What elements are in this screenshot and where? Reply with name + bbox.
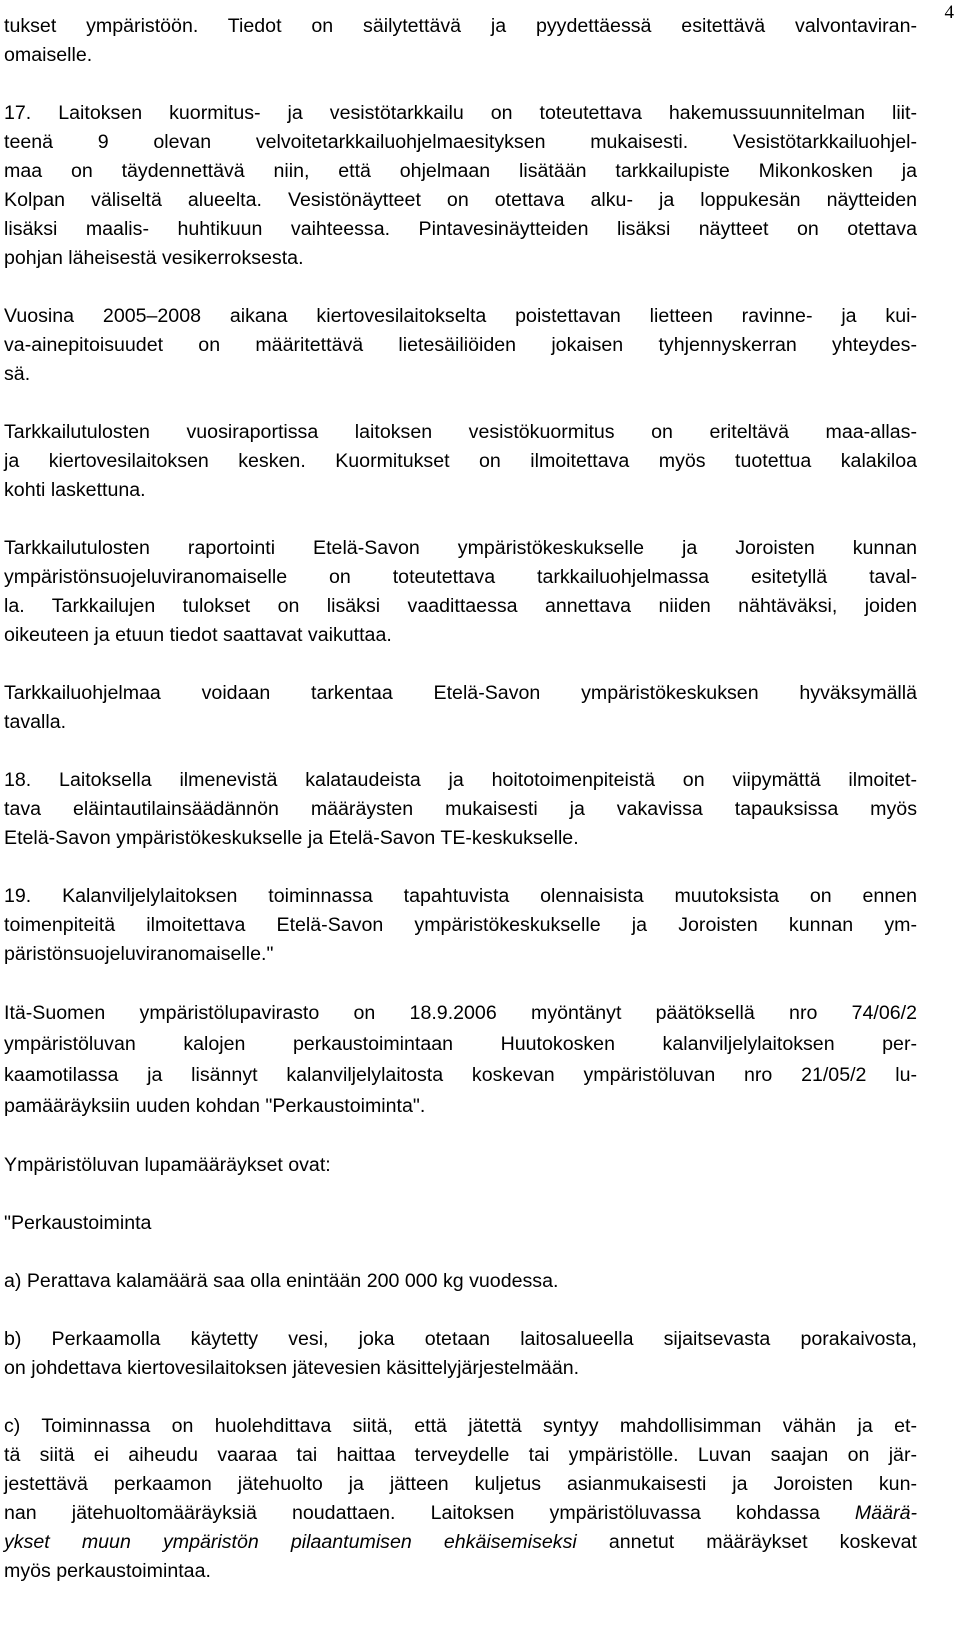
text-line: b) Perkaamolla käytetty vesi, joka otetaan laitosalueella sijaitsevasta porakaivosta, xyxy=(4,1328,917,1350)
text-line: 19. Kalanviljelylaitoksen toiminnassa tapahtuvista olennaisista muutoksista on ennen xyxy=(4,885,917,907)
paragraph-item-18 xyxy=(4,766,917,853)
paragraph-item-17 xyxy=(4,99,917,273)
text-line: tä siitä ei aiheudu vaaraa tai haittaa terveydelle tai ympäristölle. Luvan saajan on jär- xyxy=(4,1444,917,1466)
text-line: lisäksi maalis- huhtikuun vaihteessa. Pintavesinäytteiden lisäksi näytteet on otettava xyxy=(4,218,917,240)
page-number: 4 xyxy=(944,2,954,23)
text-line: ympäristönsuojeluviranomaiselle on toteutettava tarkkailuohjelmassa esitetyllä taval- xyxy=(4,566,917,588)
text-line: on johdettava kiertovesilaitoksen jätevesien käsittelyjärjestelmään. xyxy=(4,1357,580,1379)
paragraph-item-19 xyxy=(4,882,917,969)
text-line: Kolpan väliseltä alueelta. Vesistönäytteet on otettava alku- ja loppukesän näytteiden xyxy=(4,189,917,211)
text-line: Tarkkailutulosten vuosiraportissa laitoksen vesistökuormitus on eriteltävä maa-allas- xyxy=(4,421,917,443)
paragraph-decision xyxy=(4,998,917,1122)
text-line: Vuosina 2005–2008 aikana kiertovesilaitokselta poistettavan lietteen ravinne- ja kui- xyxy=(4,305,917,327)
text-line: tavalla. xyxy=(4,711,67,733)
text-line: c) Toiminnassa on huolehdittava siitä, että jätettä syntyy mahdollisimman vähän ja et- xyxy=(4,1415,917,1437)
text-line xyxy=(4,1528,917,1557)
text-line: Etelä-Savon ympäristökeskukselle ja Etelä-Savon TE-keskukselle. xyxy=(4,827,579,849)
text-line: päristönsuojeluviranomaiselle." xyxy=(4,943,274,965)
paragraph-raportointi xyxy=(4,534,917,650)
text-line: oikeuteen ja etuun tiedot saattavat vaikuttaa. xyxy=(4,624,392,646)
text-line: Itä-Suomen ympäristölupavirasto on 18.9.2006 myöntänyt päätöksellä nro 74/06/2 xyxy=(4,1002,917,1024)
text-line: tukset ympäristöön. Tiedot on säilytettävä ja pyydettäessä esitettävä valvontaviran- xyxy=(4,15,917,37)
text-line: 17. Laitoksen kuormitus- ja vesistötarkkailu on toteutettava hakemussuunnitelman liit- xyxy=(4,102,917,124)
text-line: Ympäristöluvan lupamääräykset ovat: xyxy=(4,1154,331,1176)
emphasized-text: ykset muun ympäristön pilaantumisen ehkäisemiseksi xyxy=(4,1531,577,1553)
text-line: kaamotilassa ja lisännyt kalanviljelylaitosta koskevan ympäristöluvan nro 21/05/2 lu- xyxy=(4,1064,917,1086)
paragraph-vuosiraportti xyxy=(4,418,917,505)
text-line: maa on täydennettävä niin, että ohjelmaan lisätään tarkkailupiste Mikonkosken ja xyxy=(4,160,917,182)
text-line: 18. Laitoksella ilmenevistä kalataudeista ja hoitotoimenpiteistä on viipymättä ilmoitet- xyxy=(4,769,917,791)
text-line: Tarkkailuohjelmaa voidaan tarkentaa Etelä-Savon ympäristökeskuksen hyväksymällä xyxy=(4,682,917,704)
text-line: ympäristöluvan kalojen perkaustoimintaan Huutokosken kalanviljelylaitoksen per- xyxy=(4,1033,917,1055)
text-line: toimenpiteitä ilmoitettava Etelä-Savon ympäristökeskukselle ja Joroisten kunnan ym- xyxy=(4,914,917,936)
paragraph-item-c xyxy=(4,1412,917,1586)
paragraph-item-a xyxy=(4,1267,917,1296)
text-line xyxy=(4,1499,917,1528)
paragraph-perkaus-heading xyxy=(4,1209,917,1238)
text-run: nan jätehuoltomääräyksiä noudattaen. Laitoksen ympäristöluvassa kohdassa xyxy=(4,1502,855,1524)
paragraph-vuosina xyxy=(4,302,917,389)
text-line: jestettävä perkaamon jätehuolto ja jätteen kuljetus asianmukaisesti ja Joroisten kun- xyxy=(4,1473,917,1495)
text-line: sä. xyxy=(4,363,31,385)
text-line: a) Perattava kalamäärä saa olla enintään 200 000 kg vuodessa. xyxy=(4,1270,559,1292)
paragraph-lupamaaraykset xyxy=(4,1151,917,1180)
emphasized-text: Määrä- xyxy=(854,1502,917,1524)
text-line: omaiselle. xyxy=(4,44,93,66)
paragraph-tarkentaa xyxy=(4,679,917,737)
text-line: myös perkaustoimintaa. xyxy=(4,1560,211,1582)
text-line: "Perkaustoiminta xyxy=(4,1212,152,1234)
paragraph-item-b xyxy=(4,1325,917,1383)
text-line: Tarkkailutulosten raportointi Etelä-Savon ympäristökeskukselle ja Joroisten kunnan xyxy=(4,537,917,559)
text-run: annetut määräykset koskevat xyxy=(576,1531,917,1553)
document-body xyxy=(4,12,917,1586)
paragraph-continued xyxy=(4,12,917,70)
text-line: tava eläintautilainsäädännön määräysten mukaisesti ja vakavissa tapauksissa myös xyxy=(4,798,917,820)
text-line: pohjan läheisestä vesikerroksesta. xyxy=(4,247,304,269)
text-line: la. Tarkkailujen tulokset on lisäksi vaadittaessa annettava niiden nähtäväksi, joiden xyxy=(4,595,917,617)
text-line: teenä 9 olevan velvoitetarkkailuohjelmaesityksen mukaisesti. Vesistötarkkailuohjel- xyxy=(4,131,917,153)
text-line: pamääräyksiin uuden kohdan "Perkaustoiminta". xyxy=(4,1095,426,1117)
text-line: ja kiertovesilaitoksen kesken. Kuormitukset on ilmoitettava myös tuotettua kalakiloa xyxy=(4,450,917,472)
text-line: kohti laskettuna. xyxy=(4,479,146,501)
text-line: va-ainepitoisuudet on määritettävä lietesäiliöiden jokaisen tyhjennyskerran yhteydes- xyxy=(4,334,917,356)
